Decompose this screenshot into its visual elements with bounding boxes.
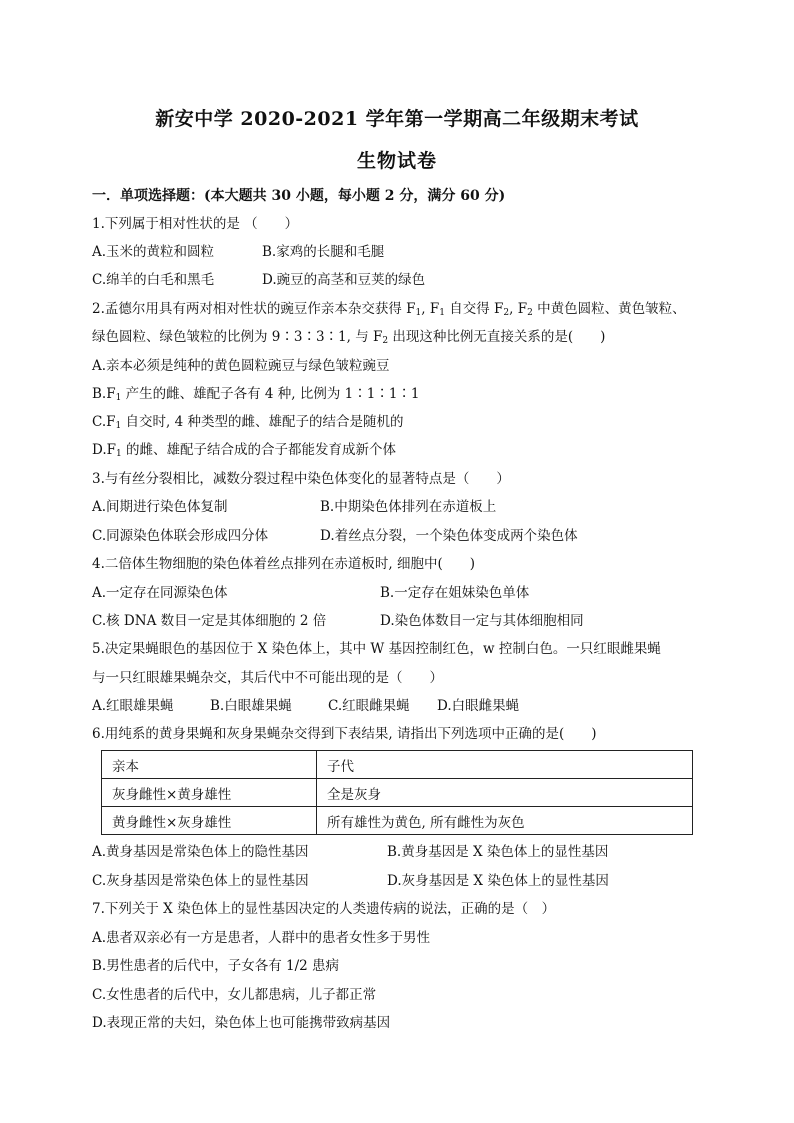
- question-2-option-a: A.亲本必须是纯种的黄色圆粒豌豆与绿色皱粒豌豆: [92, 358, 390, 374]
- section-heading: 一．单项选择题：(本大题共 30 小题，每小题 2 分，满分 60 分): [92, 188, 506, 204]
- table-row: [102, 807, 693, 835]
- question-6-stem: 6.用纯系的黄身果蝇和灰身果蝇杂交得到下表结果, 请指出下列选项中正确的是( ): [92, 726, 597, 742]
- question-7-option-a: A.患者双亲必有一方是患者，人群中的患者女性多于男性: [92, 930, 431, 946]
- question-1-option-d: D.豌豆的高茎和豆荚的绿色: [262, 272, 426, 288]
- question-1-option-a: A.玉米的黄粒和圆粒: [92, 244, 215, 260]
- question-5-option-a: A.红眼雄果蝇: [92, 698, 174, 714]
- question-2-stem-line-2: 绿色圆粒、绿色皱粒的比例为 9∶3∶3∶1, 与 $F_2$ 出现这种比例无直接关系的是( ): [92, 329, 606, 346]
- question-6-option-b: B.黄身基因是 X 染色体上的显性基因: [387, 844, 609, 860]
- table-cell: 灰身雌性×黄身雄性: [102, 779, 317, 807]
- question-3-option-c: C.同源染色体联会形成四分体: [92, 528, 269, 544]
- exam-title: 新安中学 2020-2021 学年第一学期高二年级期末考试: [155, 108, 639, 130]
- table-cell: 所有雄性为黄色, 所有雌性为灰色: [317, 807, 693, 835]
- question-5-option-c: C.红眼雌果蝇: [328, 698, 410, 714]
- question-6-option-d: D.灰身基因是 X 染色体上的显性基因: [387, 873, 609, 889]
- table-header-cell: 子代: [317, 751, 693, 779]
- cross-results-table: [101, 750, 693, 835]
- question-7-option-d: D.表现正常的夫妇，染色体上也可能携带致病基因: [92, 1015, 391, 1031]
- question-2-option-d: $D.F_1$ 的雌、雄配子结合成的合子都能发育成新个体: [92, 442, 397, 459]
- question-6-option-c: C.灰身基因是常染色体上的显性基因: [92, 873, 309, 889]
- question-6-option-a: A.黄身基因是常染色体上的隐性基因: [92, 844, 309, 860]
- question-2-stem-line-1: 2.孟德尔用具有两对相对性状的豌豆作亲本杂交获得 $F_1$, $F_1$ 自交得 $F_2$, $F_2$ 中黄色圆粒、黄色皱粒、: [92, 301, 686, 318]
- question-3-option-a: A.间期进行染色体复制: [92, 499, 228, 515]
- question-1-stem: 1.下列属于相对性状的是 （ ）: [92, 216, 299, 232]
- question-3-stem: 3.与有丝分裂相比，减数分裂过程中染色体变化的显著特点是（ ）: [92, 471, 510, 487]
- table-row: [102, 779, 693, 807]
- question-4-option-d: D.染色体数目一定与其体细胞相同: [380, 613, 584, 629]
- table-header-row: [102, 751, 693, 779]
- question-4-stem: 4.二倍体生物细胞的染色体着丝点排列在赤道板时, 细胞中( ): [92, 556, 475, 572]
- question-4-option-b: B.一定存在姐妹染色单体: [380, 585, 530, 601]
- question-1-option-b: B.家鸡的长腿和毛腿: [262, 244, 385, 260]
- question-7-option-b: B.男性患者的后代中，子女各有 1/2 患病: [92, 958, 340, 974]
- question-2-option-b: $B.F_1$ 产生的雌、雄配子各有 4 种, 比例为 1∶1∶1∶1: [92, 386, 420, 403]
- exam-subtitle: 生物试卷: [356, 150, 437, 172]
- question-7-stem: 7.下列关于 X 染色体上的显性基因决定的人类遗传病的说法，正确的是（ ）: [92, 901, 556, 917]
- question-1-option-c: C.绵羊的白毛和黑毛: [92, 272, 215, 288]
- table-cell: 全是灰身: [317, 779, 693, 807]
- question-4-option-a: A.一定存在同源染色体: [92, 585, 228, 601]
- question-2-option-c: $C.F_1$ 自交时, 4 种类型的雌、雄配子的结合是随机的: [92, 414, 404, 431]
- question-7-option-c: C.女性患者的后代中，女儿都患病，儿子都正常: [92, 987, 377, 1003]
- question-5-stem-line-1: 5.决定果蝇眼色的基因位于 X 染色体上，其中 W 基因控制红色，w 控制白色。一只红眼雌果蝇: [92, 641, 661, 657]
- table-header-cell: 亲本: [102, 751, 317, 779]
- table-cell: 黄身雌性×灰身雄性: [102, 807, 317, 835]
- question-3-option-b: B.中期染色体排列在赤道板上: [320, 499, 497, 515]
- question-3-option-d: D.着丝点分裂，一个染色体变成两个染色体: [320, 528, 578, 544]
- question-4-option-c: C.核 DNA 数目一定是其体细胞的 2 倍: [92, 613, 327, 629]
- question-5-stem-line-2: 与一只红眼雄果蝇杂交，其后代中不可能出现的是（ ）: [92, 670, 443, 686]
- question-5-option-d: D.白眼雌果蝇: [437, 698, 520, 714]
- question-5-option-b: B.白眼雄果蝇: [210, 698, 292, 714]
